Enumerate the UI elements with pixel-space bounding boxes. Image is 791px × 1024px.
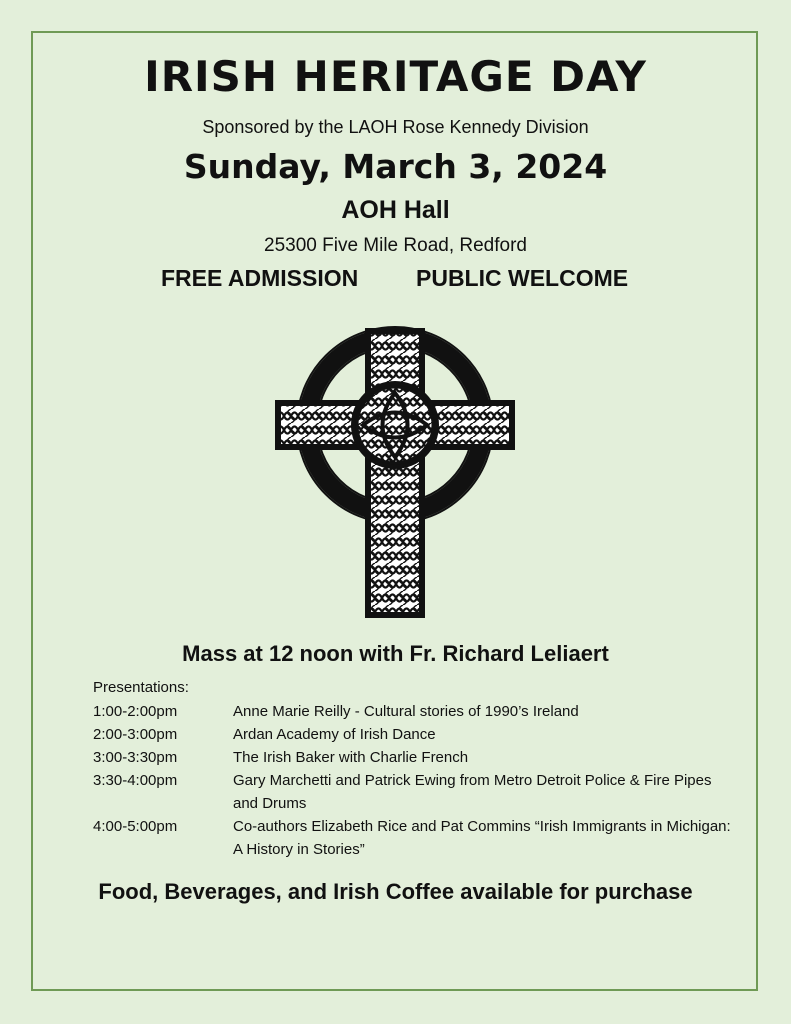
schedule-desc: Co-authors Elizabeth Rice and Pat Commins “Irish Immigrants in Michigan: A History in Stories” bbox=[233, 818, 731, 858]
schedule-time: 2:00-3:00pm bbox=[93, 726, 178, 743]
schedule-desc: The Irish Baker with Charlie French bbox=[233, 749, 469, 766]
presentations-label: Presentations: bbox=[93, 679, 189, 696]
schedule-row bbox=[93, 815, 743, 861]
schedule-time: 3:30-4:00pm bbox=[93, 772, 178, 789]
schedule-time: 4:00-5:00pm bbox=[93, 818, 178, 835]
schedule-desc: Gary Marchetti and Patrick Ewing from Metro Detroit Police & Fire Pipes and Drums bbox=[233, 772, 712, 812]
schedule-row bbox=[93, 746, 743, 769]
sponsor-line: Sponsored by the LAOH Rose Kennedy Division bbox=[202, 117, 589, 137]
schedule-time: 1:00-2:00pm bbox=[93, 703, 178, 720]
schedule-list bbox=[93, 700, 743, 861]
schedule-time: 3:00-3:30pm bbox=[93, 749, 178, 766]
schedule-row bbox=[93, 723, 743, 746]
event-date: Sunday, March 3, 2024 bbox=[183, 147, 608, 186]
admission-note: FREE ADMISSION bbox=[161, 265, 359, 291]
schedule-row bbox=[93, 700, 743, 723]
welcome-note: PUBLIC WELCOME bbox=[416, 265, 629, 291]
schedule-desc: Ardan Academy of Irish Dance bbox=[233, 726, 436, 743]
venue-address: 25300 Five Mile Road, Redford bbox=[264, 235, 527, 256]
schedule-desc: Anne Marie Reilly - Cultural stories of 1990’s Ireland bbox=[233, 703, 579, 720]
schedule-row bbox=[93, 769, 743, 815]
celtic-cross-icon bbox=[270, 325, 520, 621]
event-title: IRISH HERITAGE DAY bbox=[144, 52, 647, 101]
mass-info: Mass at 12 noon with Fr. Richard Leliaert bbox=[182, 641, 609, 666]
venue-name: AOH Hall bbox=[341, 196, 450, 224]
food-note: Food, Beverages, and Irish Coffee available for purchase bbox=[98, 879, 693, 904]
